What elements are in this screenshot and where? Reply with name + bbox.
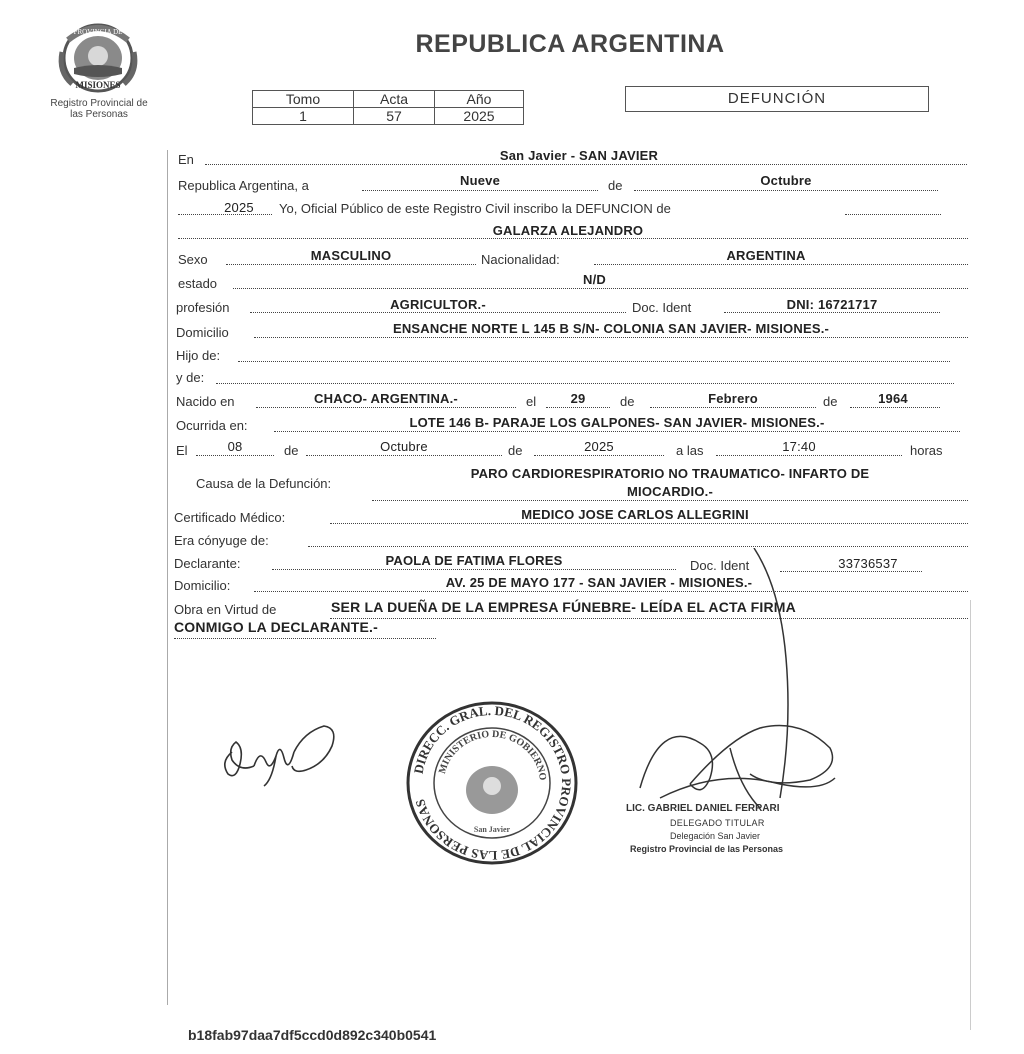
label-el-cap: El [176,443,188,458]
line-causa [372,486,968,501]
label-de-3: de [823,394,838,409]
label-doc-ident: Doc. Ident [632,300,692,315]
ref-header-anio: Año [435,91,524,108]
label-profesion: profesión [176,300,230,315]
label-el: el [526,394,537,409]
officer-signature [630,548,845,818]
value-estado: N/D [583,272,606,287]
value-nac-anio: 1964 [878,391,908,406]
label-causa: Causa de la Defunción: [196,476,332,491]
value-causa-1: PARO CARDIORESPIRATORIO NO TRAUMATICO- INFARTO DE [470,466,870,481]
label-sexo: Sexo [178,252,208,267]
value-def-dia: 08 [227,439,243,454]
seal-outer-text: DIRECC. GRAL. DEL REGISTRO PROVINCIAL DE LAS PERSONAS [410,702,575,864]
label-en: En [178,152,194,167]
line-anio [178,200,272,215]
label-certificado: Certificado Médico: [174,510,286,525]
province-emblem [54,22,142,94]
value-nombre: GALARZA ALEJANDRO [492,223,644,238]
value-nacionalidad: ARGENTINA [726,248,806,263]
line-oficial-tail [845,200,941,215]
value-lugar: San Javier - SAN JAVIER [499,148,659,163]
registry-name: Registro Provincial de las Personas [50,98,148,120]
label-nacido-en: Nacido en [176,394,235,409]
label-a-las: a las [676,443,704,458]
value-def-anio: 2025 [584,439,614,454]
label-nacionalidad: Nacionalidad: [481,252,560,267]
ref-value-acta: 57 [354,108,435,125]
value-mes: Octubre [760,173,812,188]
ref-header-tomo: Tomo [253,91,354,108]
official-seal [404,700,580,866]
label-ocurrida-en: Ocurrida en: [176,418,248,433]
label-republica: Republica Argentina, a [178,178,309,193]
label-hijo-de: Hijo de: [176,348,221,363]
value-causa-2: MIOCARDIO.- [627,484,713,499]
value-declarante: PAOLA DE FATIMA FLORES [385,553,563,568]
value-ocurrida: LOTE 146 B- PARAJE LOS GALPONES- SAN JAVIER- MISIONES.- [409,415,825,430]
value-def-mes: Octubre [380,439,428,454]
ref-value-anio: 2025 [435,108,524,125]
label-conyuge: Era cónyuge de: [174,533,269,548]
line-obra-2 [174,624,436,639]
emblem-text-top: PROVINCIA DE [73,28,123,36]
emblem-text-bottom: MISIONES [75,80,121,90]
value-sexo: MASCULINO [310,248,392,263]
value-obra-1: SER LA DUEÑA DE LA EMPRESA FÚNEBRE- LEÍDA EL ACTA FIRMA [331,599,796,615]
label-domicilio: Domicilio [176,325,229,340]
label-y-de: y de: [176,370,205,385]
label-obra: Obra en Virtud de [174,602,277,617]
label-de-5: de [508,443,523,458]
line-y-de [216,369,954,384]
value-declarante-doc: 33736537 [838,556,898,571]
declarant-signature [214,712,344,788]
label-declarante: Declarante: [174,556,241,571]
value-domicilio: ENSANCHE NORTE L 145 B S/N- COLONIA SAN JAVIER- MISIONES.- [392,321,830,336]
label-de-2: de [620,394,635,409]
value-declarante-dom: AV. 25 DE MAYO 177 - SAN JAVIER - MISIONES.- [445,575,753,590]
officer-name: LIC. GABRIEL DANIEL FERRARI [626,803,780,814]
ref-header-acta: Acta [354,91,435,108]
page-title: REPUBLICA ARGENTINA [415,30,725,58]
label-de-1: de [608,178,623,193]
reference-table [252,90,524,125]
label-de-4: de [284,443,299,458]
label-domicilio-2: Domicilio: [174,578,231,593]
value-anio: 2025 [224,200,254,215]
seal-inner-text: MINISTERIO DE GOBIERNO [437,728,549,782]
value-def-hora: 17:40 [782,439,816,454]
label-estado: estado [178,276,218,291]
ref-value-tomo: 1 [253,108,354,125]
label-horas: horas [910,443,943,458]
line-hijo-de [238,347,950,362]
seal-place: San Javier [473,825,511,834]
value-obra-2: CONMIGO LA DECLARANTE.- [174,619,378,635]
document-type-box: DEFUNCIÓN [625,86,929,112]
left-margin-line [167,150,168,1005]
officer-registry: Registro Provincial de las Personas [630,844,784,854]
document-hash: b18fab97daa7df5ccd0d892c340b0541 [188,1027,437,1043]
officer-office: Delegación San Javier [670,831,761,841]
line-conyuge [308,532,968,547]
label-doc-ident-2: Doc. Ident [690,558,750,573]
value-profesion: AGRICULTOR.- [390,297,486,312]
right-margin-line [970,600,971,1030]
officer-title: DELEGADO TITULAR [670,818,765,828]
value-nacido-en: CHACO- ARGENTINA.- [314,391,458,406]
value-certificado: MEDICO JOSE CARLOS ALLEGRINI [521,507,749,522]
label-oficial: Yo, Oficial Público de este Registro Civil inscribo la DEFUNCION de [279,201,671,216]
value-nac-dia: 29 [570,391,586,406]
value-doc: DNI: 16721717 [786,297,878,312]
value-nac-mes: Febrero [708,391,758,406]
value-dia: Nueve [459,173,501,188]
